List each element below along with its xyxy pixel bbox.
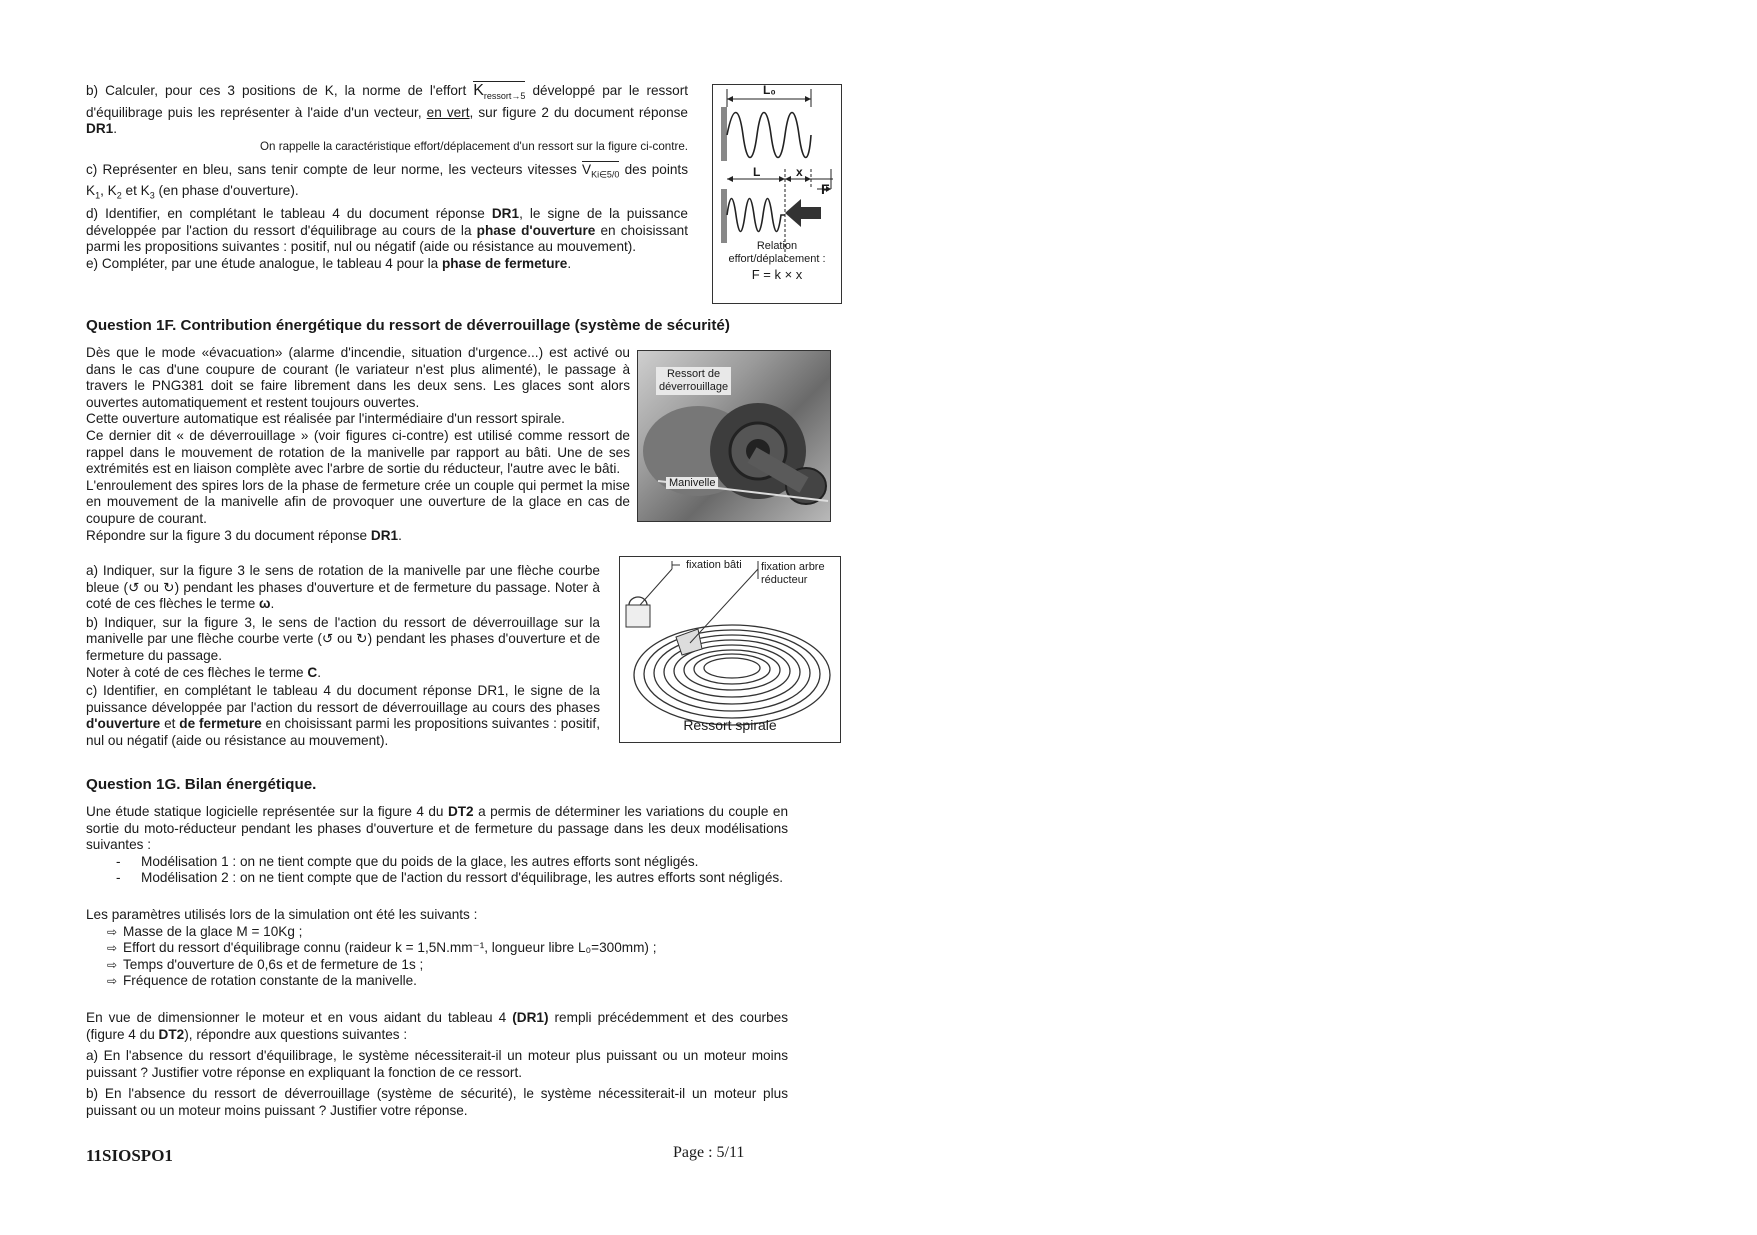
spiral-spring-figure xyxy=(619,556,841,743)
spiral-caption: Ressort spirale xyxy=(683,717,777,733)
rappel-note: On rappelle la caractéristique effort/déplacement d'un ressort sur la figure ci-contre. xyxy=(260,139,688,153)
q1f-title: Question 1F. Contribution énergétique du ressort de déverrouillage (système de sécurité) xyxy=(86,317,730,334)
item-e: e) Compléter, par une étude analogue, le tableau 4 pour la phase de fermeture. xyxy=(86,255,572,271)
footer-page: Page : 5/11 xyxy=(673,1144,745,1161)
fixation-arbre-label: fixation arbre réducteur xyxy=(761,561,825,586)
v-vector: $V_{Ki\in 5/0}$ xyxy=(581,161,620,180)
q1g-b: b) En l'absence du ressort de déverrouillage (système de sécurité), le système nécessiterait-il un moteur plus puissant ou un moteur moins puissant ? Justifier votre réponse. xyxy=(86,1086,788,1118)
q1g-body: Une étude statique logicielle représentée sur la figure 4 du DT2 a permis de déterminer les variations du couple en sortie du moto-réducteur pendant les phases d'ouverture et de fermeture du passage dans les deux modélisations suivantes : - Modélisation 1 : on ne tient compte que du poids de la glace, les autres efforts sont négligés. - Modélisation 2 : on ne tient compte que de l'action du ressort d'équilibrage, les autres efforts sont négligés. Les paramètres utilisés lors de la simulation ont été les suivants : ⇨ Masse de la glace M = 10Kg ; ⇨ Effort du ressort d'équilibrage connu (raideur k = 1,5N.mm⁻¹, longueur libre L₀=300mm) ; ⇨ Temps d'ouverture de 0,6s et de fermeture de 1s ; ⇨ Fréquence de rotation constante de la manivelle. En vue de dimensionner le moteur et en vous aidant du tableau 4 (DR1) rempli précédemment et des courbes (figure 4 du DT2), répondre aux questions suivantes : a) En l'absence du ressort d'équilibrage, le système nécessiterait-il un moteur plus puissant ou un moteur moins puissant ? Justifier votre réponse en expliquant la fonction de ce ressort. b) En l'absence du ressort de déverrouillage (système de sécurité), le système nécessiterait-il un moteur plus puissant ou un moteur moins puissant ? Justifier votre réponse. xyxy=(86,804,788,1120)
q1f-questions: a) Indiquer, sur la figure 3 le sens de rotation de la manivelle par une flèche courbe bleue (↺ ou ↻) pendant les phases d'ouverture et de fermeture du passage. Noter à coté de ces flèches le terme ω. b) Indiquer, sur la figure 3, le sens de l'action du ressort de déverrouillage sur la manivelle par une flèche courbe verte (↺ ou ↻) pendant les phases d'ouverture et de fermeture du passage. Noter à coté de ces flèches le terme C. c) Identifier, en complétant le tableau 4 du document réponse DR1, le signe de la puissance développée par l'action du ressort de déverrouillage au cours des phases d'ouverture et de fermeture en choisissant parmi les propositions suivantes : positif, nul ou négatif (aide ou résistance au mouvement). xyxy=(86,563,600,748)
k-vector: $K_{ressort\to 5}$ xyxy=(473,82,526,102)
param-item: ⇨ Masse de la glace M = 10Kg ; xyxy=(86,924,788,941)
photo-label-ressort: Ressort de déverrouillage xyxy=(656,367,731,395)
q1f-a: a) Indiquer, sur la figure 3 le sens de rotation de la manivelle par une flèche courbe bleue (↺ ou ↻) pendant les phases d'ouverture et de fermeture du passage. Noter à coté de ces flèches le terme ω. xyxy=(86,563,600,612)
item-b: b) Calculer, pour ces 3 positions de K, la norme de l'effort $K_{ressort\to 5}$ développé par le ressort d'équilibrage puis les représenter à l'aide d'un vecteur, en vert, sur figure 2 du document réponse DR1. xyxy=(86,82,688,137)
spring-relation-figure xyxy=(712,84,842,304)
param-item: ⇨ Temps d'ouverture de 0,6s et de fermeture de 1s ; xyxy=(86,957,788,974)
l-label: L xyxy=(753,165,761,179)
footer-code: 11SIOSPO1 xyxy=(86,1146,173,1165)
fixation-bati-label: fixation bâti xyxy=(686,559,742,571)
model-item: - Modélisation 1 : on ne tient compte que du poids de la glace, les autres efforts sont négligés. xyxy=(86,854,788,871)
l0-label: L₀ xyxy=(763,83,776,97)
item-d: d) Identifier, en complétant le tableau 4 du document réponse DR1, le signe de la puissance développée par l'action du ressort d'équilibrage au cours de la phase d'ouverture en choisissant parmi les propositions suivantes : positif, nul ou négatif (aide ou résistance au mouvement). xyxy=(86,206,688,255)
item-c: c) Représenter en bleu, sans tenir compte de leur norme, les vecteurs vitesses $V_{Ki\in 5/0}$ des points $K_1$, $K_2$ et $K_3$ (en phase d'ouverture). xyxy=(86,161,689,201)
photo-label-manivelle: Manivelle xyxy=(666,477,718,489)
section-b-e xyxy=(86,83,688,273)
q1g-a: a) En l'absence du ressort d'équilibrage, le système nécessiterait-il un moteur plus puissant ou un moteur moins puissant ? Justifier votre réponse en expliquant la fonction de ce ressort. xyxy=(86,1048,788,1080)
q1g-title: Question 1G. Bilan énergétique. xyxy=(86,776,317,793)
q1f-intro: Dès que le mode «évacuation» (alarme d'incendie, situation d'urgence...) est activé ou dans le cas d'une coupure de courant (le variateur n'est plus alimenté), le passage à travers le PNG381 doit se faire librement dans les deux sens. Les glaces sont alors ouvertes automatiquement et restent toujours ouvertes. Cette ouverture automatique est réalisée par l'intermédiaire d'un ressort spirale. Ce dernier dit « de déverrouillage » (voir figures ci-contre) est utilisé comme ressort de rappel dans le mouvement de rotation de la manivelle par rapport au bâti. Une de ses extrémités est en liaison complète avec l'arbre de sortie du réducteur, l'autre avec le bâti. L'enroulement des spires lors de la phase de fermeture crée un couple qui permet la mise en mouvement de la manivelle afin de provoquer une ouverture de la glace en cas de coupure de courant. Répondre sur la figure 3 du document réponse DR1. xyxy=(86,345,630,543)
q1f-c: c) Identifier, en complétant le tableau 4 du document réponse DR1, le signe de la puissance développée par l'action du ressort de déverrouillage au cours des phases d'ouverture et de fermeture en choisissant parmi les propositions suivantes : positif, nul ou négatif (aide ou résistance au mouvement). xyxy=(86,683,600,748)
param-item: ⇨ Effort du ressort d'équilibrage connu (raideur k = 1,5N.mm⁻¹, longueur libre L₀=300mm) ; xyxy=(86,940,788,957)
x-label: x xyxy=(796,165,803,179)
spring-diagram xyxy=(713,85,841,257)
params-list xyxy=(86,924,788,990)
mechanism-photo xyxy=(637,350,831,522)
spring-caption: Relation effort/déplacement : F = k × x xyxy=(728,240,826,282)
model-item: - Modélisation 2 : on ne tient compte que de l'action du ressort d'équilibrage, les autres efforts sont négligés. xyxy=(86,870,788,887)
param-item: ⇨ Fréquence de rotation constante de la manivelle. xyxy=(86,973,788,990)
model-list xyxy=(86,854,788,887)
q1f-b: b) Indiquer, sur la figure 3, le sens de l'action du ressort de déverrouillage sur la manivelle par une flèche courbe verte (↺ ou ↻) pendant les phases d'ouverture et de fermeture du passage. xyxy=(86,614,600,663)
f-label: F xyxy=(821,181,830,197)
